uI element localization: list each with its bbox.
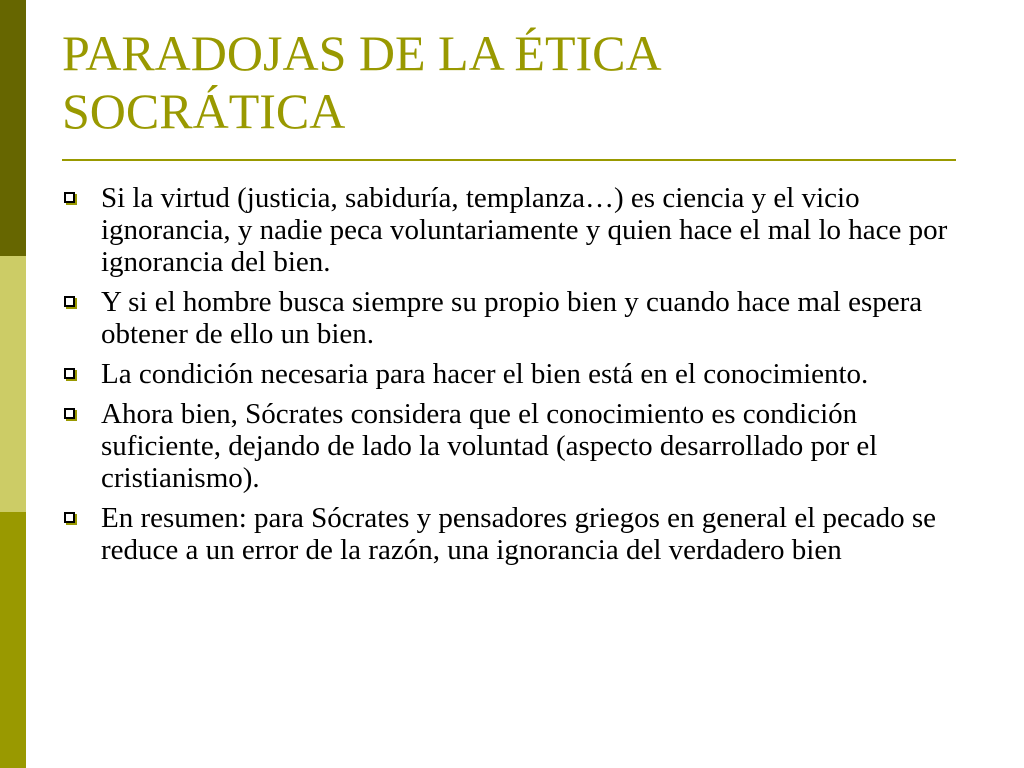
slide-title	[62, 24, 962, 140]
bullet-text: La condición necesaria para hacer el bien está en el conocimiento.	[101, 358, 869, 390]
bullet-item	[62, 398, 962, 494]
side-bar-dark-segment	[0, 0, 26, 256]
square-bullet-icon	[64, 296, 75, 307]
side-bar-olive-segment	[0, 512, 26, 768]
square-bullet-icon	[64, 512, 75, 523]
bullet-item	[62, 358, 962, 390]
bullet-item	[62, 286, 962, 350]
title-divider	[62, 159, 956, 161]
bullet-list	[62, 182, 962, 574]
bullet-text: Y si el hombre busca siempre su propio bien y cuando hace mal espera obtener de ello un bien.	[101, 286, 923, 350]
square-bullet-icon	[64, 192, 75, 203]
square-bullet-icon	[64, 408, 75, 419]
side-bar-light-segment	[0, 256, 26, 512]
slide-title-line-2: SOCRÁTICA	[62, 83, 346, 139]
bullet-text: Ahora bien, Sócrates considera que el conocimiento es condición suficiente, dejando de lado la voluntad (aspecto desarrollado por el cristianismo).	[101, 398, 878, 494]
bullet-item	[62, 182, 962, 278]
slide-title-line-1: PARADOJAS DE LA ÉTICA	[62, 25, 662, 81]
bullet-item	[62, 502, 962, 566]
bullet-text: En resumen: para Sócrates y pensadores griegos en general el pecado se reduce a un error de la razón, una ignorancia del verdadero bien	[101, 502, 937, 566]
square-bullet-icon	[64, 368, 75, 379]
bullet-text: Si la virtud (justicia, sabiduría, templanza…) es ciencia y el vicio ignorancia, y nadie peca voluntariamente y quien hace el mal lo hace por ignorancia del bien.	[101, 182, 948, 278]
